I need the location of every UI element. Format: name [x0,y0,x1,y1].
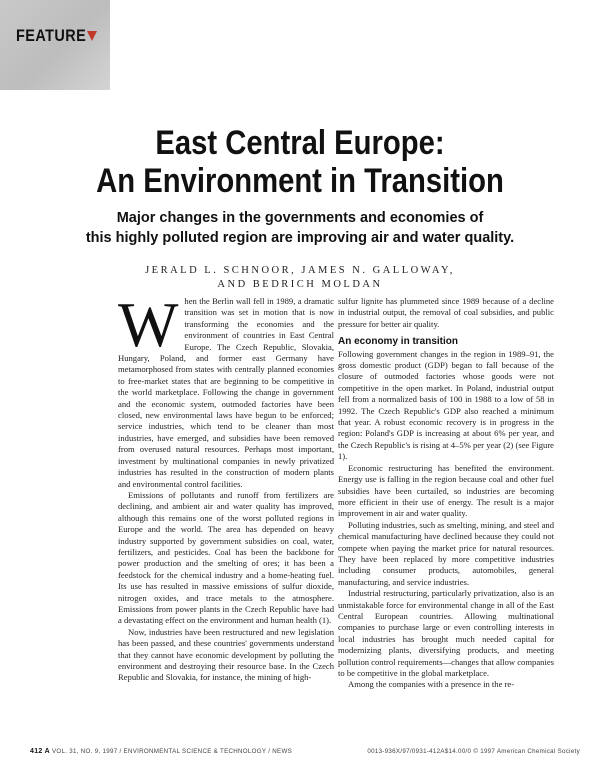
subtitle-line-2: this highly polluted region are improving air and water quality. [85,230,515,246]
title-line-1: East Central Europe: [155,124,445,162]
drop-cap: W [118,296,179,360]
body-paragraph: Industrial restructuring, particularly privatization, also is an unmistakable force for environmental change in all of the East Central European countries. Allowing multinational companies to purchase large or even controlling interests in local industries has brought much needed capital for modernizing plants, diversifying products, and meeting pollution control requirements—changes that allow companies to be competitive in the global marketplace. [338,588,554,678]
body-paragraph: When the Berlin wall fell in 1989, a dramatic transition was set in motion that is now transforming the economies and the environment of countries in East Central Europe. The Czech Republic, Slovakia, Hungary, Poland, and former east Germany have metamorphosed from states with centrally planned economies to free-market states that are beginning to be competitive in the world marketplace. Following the change in government and the economic system, outmoded factories have been closed, new environmental laws have begun to be enforced; service industries, which tend to be cleaner than most industries, have emerged, and subsidies have been removed from overused natural resources. Perhaps most important, investment by multinational companies in newly privatized industries has resulted in the construction of modern plants and environmental control facilities. [118,296,334,489]
body-paragraph: Economic restructuring has benefited the environment. Energy use is falling in the region because coal and other fuel subsidies have been curtailed, so industries are becoming more efficient in their use of energy. The result is a major improvement in air and water quality. [338,462,554,519]
triangle-down-icon [87,31,97,41]
copyright-notice: 0013-936X/97/0931-412A$14.00/0 © 1997 American Chemical Society [367,748,580,755]
body-paragraph: Among the companies with a presence in the re- [348,679,515,690]
page-number: 412 A [30,748,50,755]
subtitle-line-1: Major changes in the governments and economies of [116,210,484,226]
authors-line-2: AND BEDRICH MOLDAN [217,279,383,290]
feature-label: FEATURE [16,26,87,45]
body-column-left [118,296,334,740]
article-subtitle [60,208,540,248]
title-line-2: An Environment in Transition [96,162,504,200]
journal-citation: VOL. 31, NO. 9, 1997 / ENVIRONMENTAL SCIENCE & TECHNOLOGY / NEWS [51,748,293,755]
feature-banner [0,0,110,90]
section-heading: An economy in transition [338,336,459,348]
body-paragraph: sulfur lignite has plummeted since 1989 because of a decline in industrial output, the removal of coal subsidies, and public pressure for better air quality. [338,296,554,329]
body-paragraph: Emissions of pollutants and runoff from fertilizers are declining, and ambient air and water quality has improved, although this remains one of the worst polluted regions in Europe and the world. The area has depended on heavy industry supported by government subsidies on coal, water, fertilizers, and pesticides. Coal has been the backbone for power production and the smelting of ores; it has been a feedstock for the chemical industry and a home-heating fuel. Its use has resulted in massive emissions of sulfur dioxide, nitrogen oxides, and trace metals to the atmosphere. Emissions from power plants in the Czech Republic have had a devastating effect on the environment and human health (1). [118,489,334,626]
page-footer [30,748,580,755]
article-title [42,124,558,200]
body-paragraph: Following government changes in the region in 1989–91, the gross domestic product (GDP) began to fall because of the closure of outmoded factories whose goods were not competitive in the open market. In Poland, industrial output fell from a normalized basis of 100 in 1988 to a low of 58 in 1992. The Czech Republic's GDP also reached a minimum that year. A robust economic recovery is in progress in the region: Poland's GDP is increasing at about 6% per year, and the Czech Republic's is rising at 4–5% per year (2) (see Figure 1). [338,348,554,462]
author-byline [0,264,600,292]
body-column-right [338,296,554,740]
authors-line-1: JERALD L. SCHNOOR, JAMES N. GALLOWAY, [145,265,455,276]
body-paragraph: Now, industries have been restructured and new legislation has been passed, and these countries' governments understand that they cannot have economic development by polluting the environment and destroying their resource base. In the Czech Republic and Slovakia, for instance, the mining of high- [118,626,334,683]
body-paragraph: Polluting industries, such as smelting, mining, and steel and chemical manufacturing have declined because they could not compete when paying the market price for natural resources. They have been replaced by more competitive industries including consumer products, automobiles, general manufacturing, and service industries. [338,519,554,587]
